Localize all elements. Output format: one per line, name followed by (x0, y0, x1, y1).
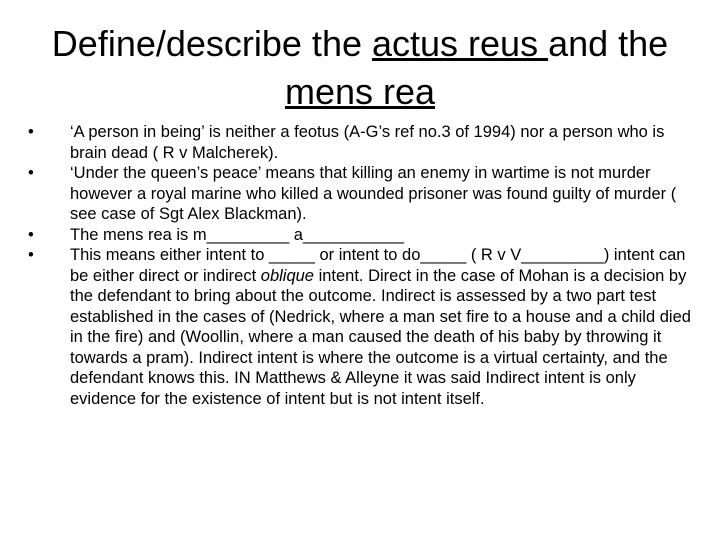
slide-title (20, 20, 700, 116)
bullet-queens-peace (28, 163, 692, 225)
title-underlined-actus-reus: actus reus (371, 23, 549, 64)
bullet-list (28, 122, 692, 409)
bullet-text: ‘Under the queen’s peace’ means that killing an enemy in wartime is not murder however a royal marine who killed a wounded prisoner was found guilty of murder ( see case of Sgt Alex Blackman). (70, 164, 677, 223)
bullet-text: ‘A person in being’ is neither a feotus (A-G’s ref no.3 of 1994) nor a person who is brain dead ( R v Malcherek). (70, 123, 665, 162)
bullet-text-italic: oblique (260, 266, 314, 285)
title-text-1: Define/describe the (51, 23, 372, 64)
bullet-intent (28, 245, 692, 409)
bullet-text-pre: This means either intent to _____ or intent to do_____ ( R v V_________) intent can be either direct or indirect (70, 246, 686, 285)
bullet-text: The mens rea is m_________ a___________ (70, 225, 404, 244)
bullet-person-in-being (28, 122, 692, 163)
title-text-2: and the (548, 23, 669, 64)
bullet-mens-rea (28, 225, 692, 246)
title-underlined-mens-rea: mens rea (284, 71, 436, 112)
bullet-text-post: intent. Direct in the case of Mohan is a decision by the defendant to bring about the outcome. Indirect is assessed by a two part test established in the cases of (Nedrick, where a man set fire to a house and a child died in the fire) and (Woollin, where a man caused the death of his baby by throwing it towards a pram). Indirect intent is where the outcome is a virtual certainty, and the defendant knows this. IN Matthews & Alleyne it was said Indirect intent is only evidence for the existence of intent but is not intent itself. (70, 266, 691, 408)
